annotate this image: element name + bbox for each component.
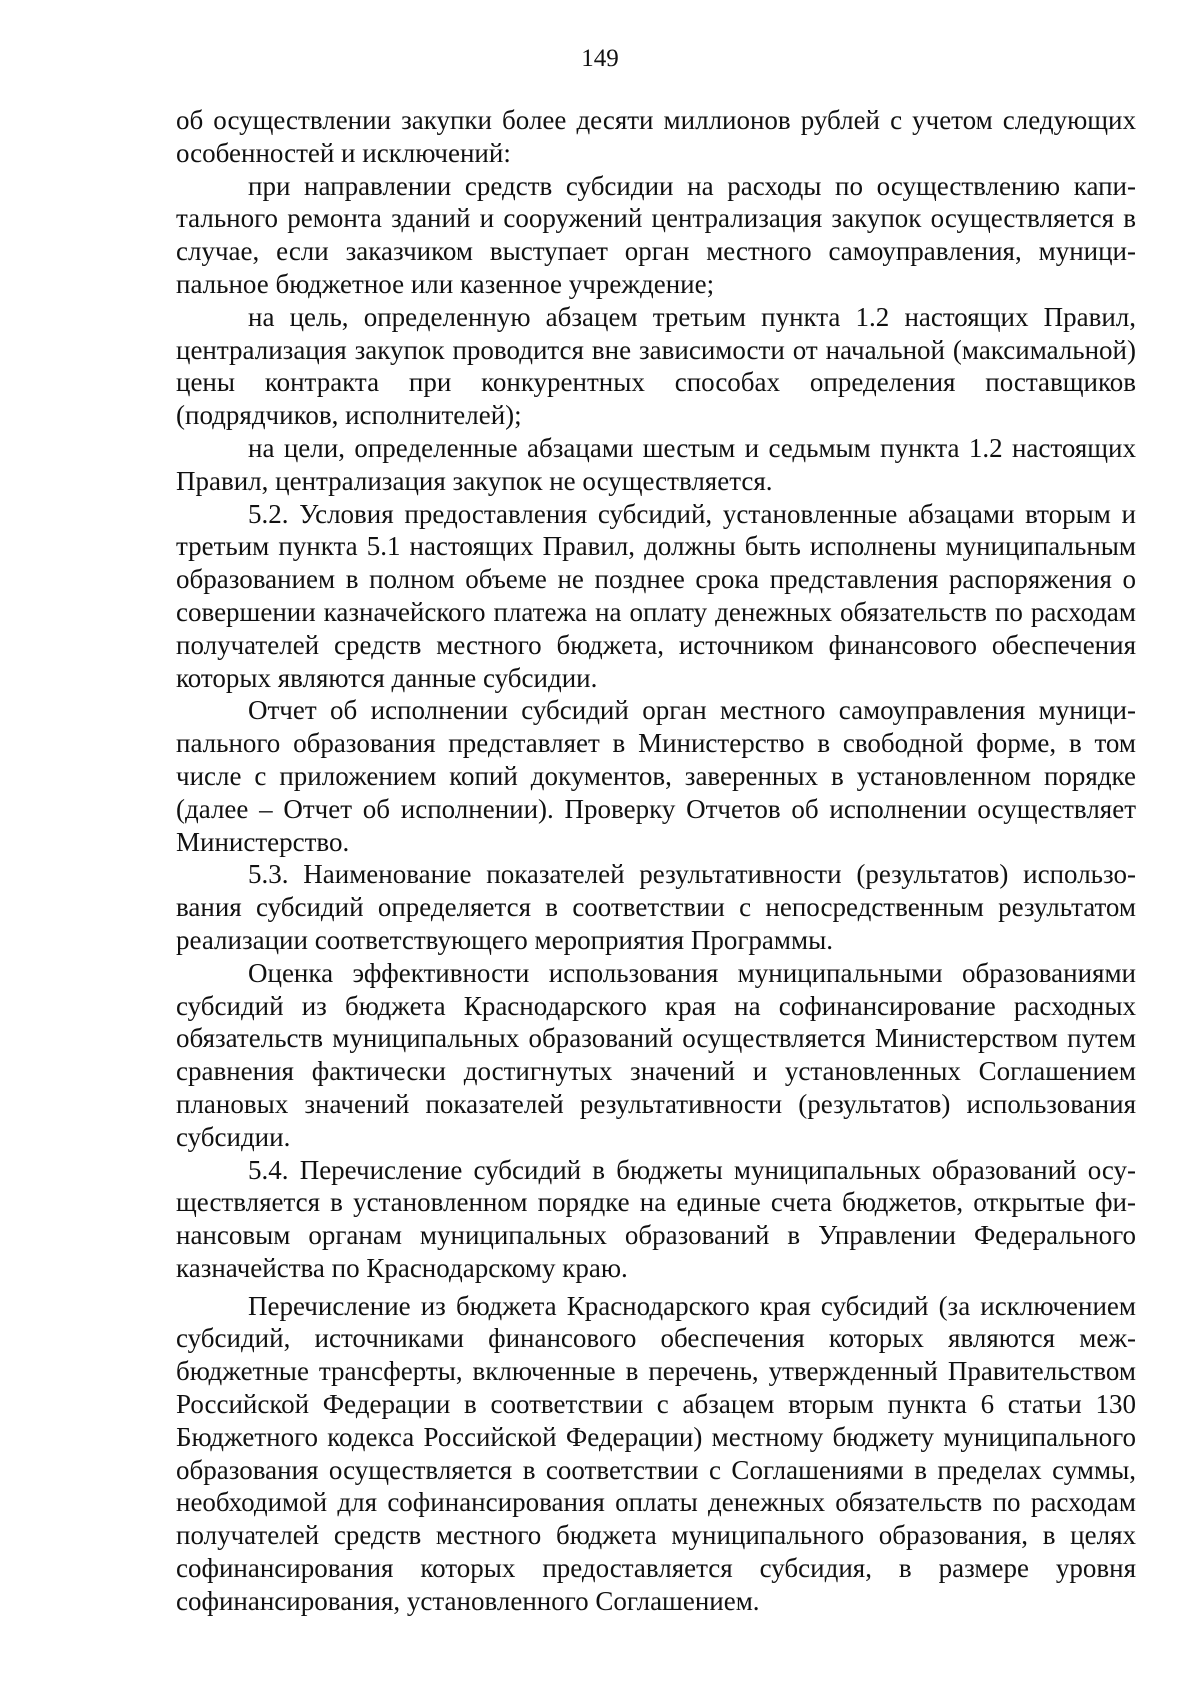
document-body: [176, 104, 1136, 1618]
paragraph-goal-third: на цель, определенную абзацем третьим пункта 1.2 настоящих Правил, централизация закупок проводится вне зависимости от начальной (максимальной) цены контракта при конкурентных способах определения поставщиков (подрядчиков, исполнителей);: [176, 301, 1136, 431]
paragraph-execution-report: Отчет об исполнении субсидий орган местного самоуправления муниципального образования представляет в Министерство в свободной форме, в том числе с приложением копий документов, заверенных в установленном порядке (далее – Отчет об исполнении). Проверку Отчетов об исполнении осуществляет Министерство.: [176, 695, 1136, 857]
paragraph-5-2: 5.2. Условия предоставления субсидий, установленные абзацами вторым и третьим пункта 5.1 настоящих Правил, должны быть исполнены муниципальным образованием в полном объеме не позднее срока представления распоряжения о совершении казначейского платежа на оплату денежных обязательств по расходам получателей средств местного бюджета, источником финансового обеспечения которых являются данные субсидии.: [176, 498, 1136, 693]
paragraph-5-4: 5.4. Перечисление субсидий в бюджеты муниципальных образований осуществляется в установленном порядке на единые счета бюджетов, открытые финансовым органам муниципальных образований в Управлении Федерального казначейства по Краснодарскому краю.: [176, 1154, 1136, 1283]
paragraph-intro: об осуществлении закупки более десяти миллионов рублей с учетом следующих особенностей и исключений:: [176, 105, 1136, 168]
paragraph-5-3: 5.3. Наименование показателей результативности (результатов) использования субсидий определяется в соответствии с непосредственным результатом реализации соответствующего мероприятия Программы.: [176, 859, 1136, 955]
paragraph-efficiency-evaluation: Оценка эффективности использования муниципальными образованиями субсидий из бюджета Краснодарского края на софинансирование расходных обязательств муниципальных образований осуществляется Министерством путем сравнения фактически достигнутых значений и установленных Соглашением плановых значений показателей результативности (результатов) использования субсидии.: [176, 957, 1136, 1152]
paragraph-goals-sixth-seventh: на цели, определенные абзацами шестым и седьмым пункта 1.2 настоящих Правил, централизация закупок не осуществляется.: [176, 432, 1136, 496]
paragraph-capital-repair: при направлении средств субсидии на расходы по осуществлению капитального ремонта зданий и сооружений централизация закупок осуществляется в случае, если заказчиком выступает орган местного самоуправления, муниципальное бюджетное или казенное учреждение;: [176, 170, 1136, 299]
page-number: 149: [581, 45, 619, 72]
paragraph-transfer: Перечисление из бюджета Краснодарского края субсидий (за исключением субсидий, источниками финансового обеспечения которых являются межбюджетные трансферты, включенные в перечень, утвержденный Правительством Российской Федерации в соответствии с абзацем вторым пункта 6 статьи 130 Бюджетного кодекса Российской Федерации) местному бюджету муниципального образования осуществляется в соответствии с Соглашениями в пределах суммы, необходимой для софинансирования оплаты денежных обязательств по расходам получателей средств местного бюджета муниципального образования, в целях софинансирования которых предоставляется субсидия, в размере уровня софинансирования, установленного Соглашением.: [176, 1290, 1136, 1616]
